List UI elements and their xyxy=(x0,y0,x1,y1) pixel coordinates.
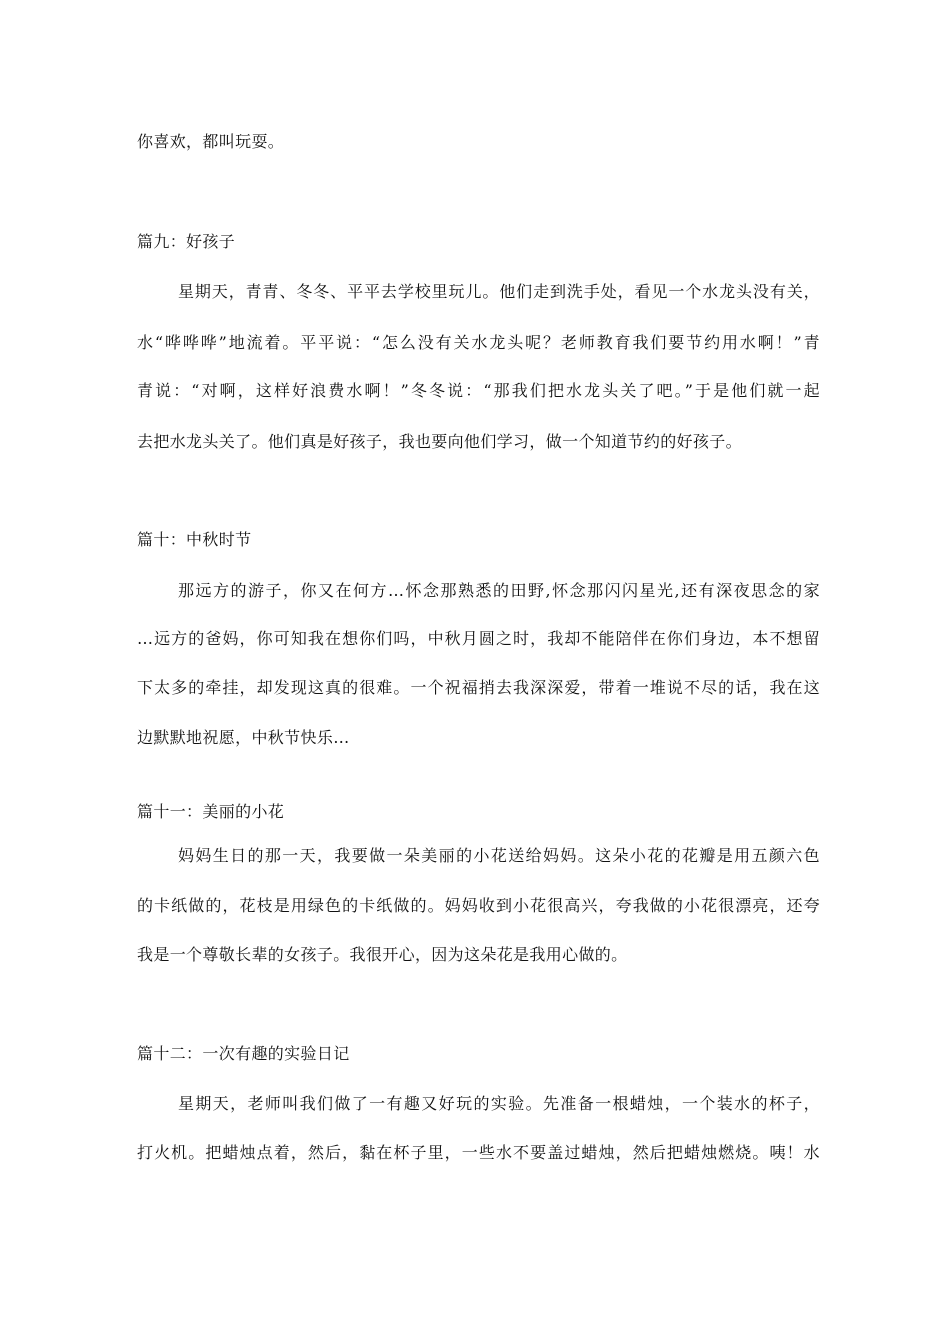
paragraph-line: 的卡纸做的，花枝是用绿色的卡纸做的。妈妈收到小花很高兴，夸我做的小花很漂亮，还夸 xyxy=(137,896,820,915)
paragraph-line: 青说：“对啊，这样好浪费水啊！”冬冬说：“那我们把水龙头关了吧。”于是他们就一起 xyxy=(137,381,820,400)
paragraph-line: 妈妈生日的那一天，我要做一朵美丽的小花送给妈妈。这朵小花的花瓣是用五颜六色 xyxy=(178,846,820,865)
paragraph-line: 下太多的牵挂，却发现这真的很难。一个祝福捎去我深深爱，带着一堆说不尽的话，我在这 xyxy=(137,678,820,697)
paragraph-line: 星期天，青青、冬冬、平平去学校里玩儿。他们走到洗手处，看见一个水龙头没有关， xyxy=(178,282,820,301)
paragraph-line: 我是一个尊敬长辈的女孩子。我很开心，因为这朵花是我用心做的。 xyxy=(137,945,628,964)
paragraph-line: 那远方的游子，你又在何方…怀念那熟悉的田野,怀念那闪闪星光,还有深夜思念的家 xyxy=(178,581,820,600)
paragraph-line: 星期天，老师叫我们做了一有趣又好玩的实验。先准备一根蜡烛，一个装水的杯子， xyxy=(178,1094,820,1113)
paragraph-line: …远方的爸妈，你可知我在想你们吗，中秋月圆之时，我却不能陪伴在你们身边，本不想留 xyxy=(137,629,820,648)
section-heading-12: 篇十二：一次有趣的实验日记 xyxy=(137,1044,350,1063)
paragraph-line: 边默默地祝愿，中秋节快乐… xyxy=(137,728,350,747)
intro-tail-line: 你喜欢，都叫玩耍。 xyxy=(137,132,285,151)
paragraph-line: 打火机。把蜡烛点着，然后，黏在杯子里，一些水不要盖过蜡烛，然后把蜡烛燃烧。咦！水 xyxy=(137,1143,820,1162)
paragraph-line: 去把水龙头关了。他们真是好孩子，我也要向他们学习，做一个知道节约的好孩子。 xyxy=(137,432,742,451)
section-heading-9: 篇九：好孩子 xyxy=(137,232,236,251)
section-heading-11: 篇十一：美丽的小花 xyxy=(137,802,285,821)
paragraph-line: 水“哗哗哗”地流着。平平说：“怎么没有关水龙头呢？老师教育我们要节约用水啊！”青 xyxy=(137,333,820,352)
section-heading-10: 篇十：中秋时节 xyxy=(137,530,252,549)
